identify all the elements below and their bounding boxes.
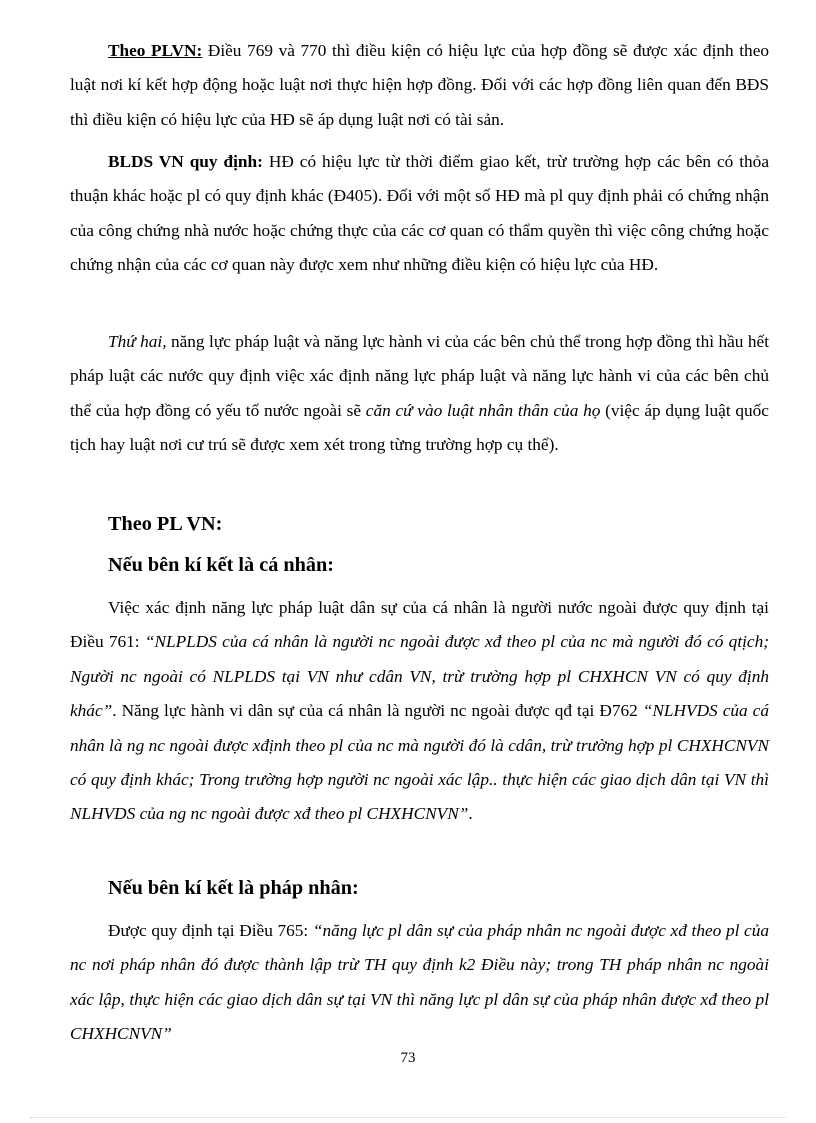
paragraph-text: HĐ có hiệu lực từ thời điểm giao kết, trừ trường hợp các bên có thỏa thuận khác hoặc pl có quy định khác (Đ405). Đối với một số HĐ mà pl quy định phải có chứng nhận của công chứng nhà nước hoặc chứng thực của các cơ quan có thẩm quyền thì việc công chứng hoặc chứng nhận của các cơ quan này được xem như những điều kiện có hiệu lực của HĐ.: [70, 152, 769, 275]
paragraph-text: năng lực pháp luật và năng lực hành vi của các bên chủ thể trong hợp đồng thì hầu hết pháp luật các nước quy định việc xác định năng lực pháp luật và năng lực hành vi của các bên chủ thể của hợp đồng có yếu tố nước ngoài sẽ: [70, 332, 769, 420]
paragraph-text: .: [468, 804, 473, 824]
footer-divider: [30, 1117, 786, 1118]
paragraph-tail: (việc áp dụng luật quốc tịch hay luật nơi cư trú sẽ được xem xét trong từng trường hợp cụ thể).: [70, 400, 769, 455]
paragraph-quote: “NLPLDS của cá nhân là người nc ngoài được xđ theo pl của nc mà người đó có qtịch; Người nc ngoài có NLPLDS tại VN như cdân VN, trừ trường hợp pl CHXHCN VN có quy định khác”: [70, 632, 769, 721]
heading-theo-pl-vn: Theo PL VN:: [108, 513, 223, 535]
page-number: 73: [400, 1050, 416, 1066]
paragraph-ca-nhan: [70, 591, 769, 832]
paragraph-phap-nhan: [70, 914, 769, 1052]
paragraph-text: Điều 769 và 770 thì điều kiện có hiệu lực của hợp đồng sẽ được xác định theo luật nơi kí kết hợp động hoặc luật nơi thực hiện hợp đồng. Đối với các hợp đồng liên quan đến BĐS thì điều kiện có hiệu lực của HĐ sẽ áp dụng luật nơi có tài sản.: [70, 41, 770, 129]
paragraph-lead: Thứ hai,: [108, 332, 167, 351]
paragraph-text: . Năng lực hành vi dân sự của cá nhân là người nc ngoài được qđ tại Đ762: [112, 701, 643, 721]
paragraph-thu-hai: [70, 325, 769, 463]
heading-ca-nhan: Nếu bên kí kết là cá nhân:: [108, 554, 334, 576]
paragraph-label: Theo PLVN:: [108, 41, 203, 60]
heading-phap-nhan: Nếu bên kí kết là pháp nhân:: [108, 877, 359, 899]
paragraph-theo-plvn: [70, 34, 769, 137]
paragraph-quote: “năng lực pl dân sự của pháp nhân nc ngoài được xđ theo pl của nc nơi pháp nhân đó được thành lập trừ TH quy định k2 Điều này; trong TH pháp nhân nc ngoài xác lập, thực hiện các giao dịch dân sự tại VN thì năng lực pl dân sự của pháp nhân được xđ theo pl CHXHCNVN”: [70, 921, 769, 1044]
paragraph-label: BLDS VN quy định:: [108, 152, 263, 171]
paragraph-emphasis: căn cứ vào luật nhân thân của họ: [365, 400, 601, 420]
paragraph-quote: “NLHVDS của cá nhân là ng nc ngoài được xđịnh theo pl của nc mà người đó là cdân, trừ trường hợp pl CHXHCNVN có quy định khác; Trong trường hợp người nc ngoài xác lập.. thực hiện các giao dịch dân tại VN thì NLHVDS của ng nc ngoài được xđ theo pl CHXHCNVN”: [70, 701, 769, 824]
paragraph-text: Được quy định tại Điều 765:: [108, 921, 313, 940]
paragraph-text: Việc xác định năng lực pháp luật dân sự của cá nhân là người nước ngoài được quy định tại Điều 761:: [70, 598, 769, 652]
paragraph-blds-vn: [70, 145, 769, 283]
